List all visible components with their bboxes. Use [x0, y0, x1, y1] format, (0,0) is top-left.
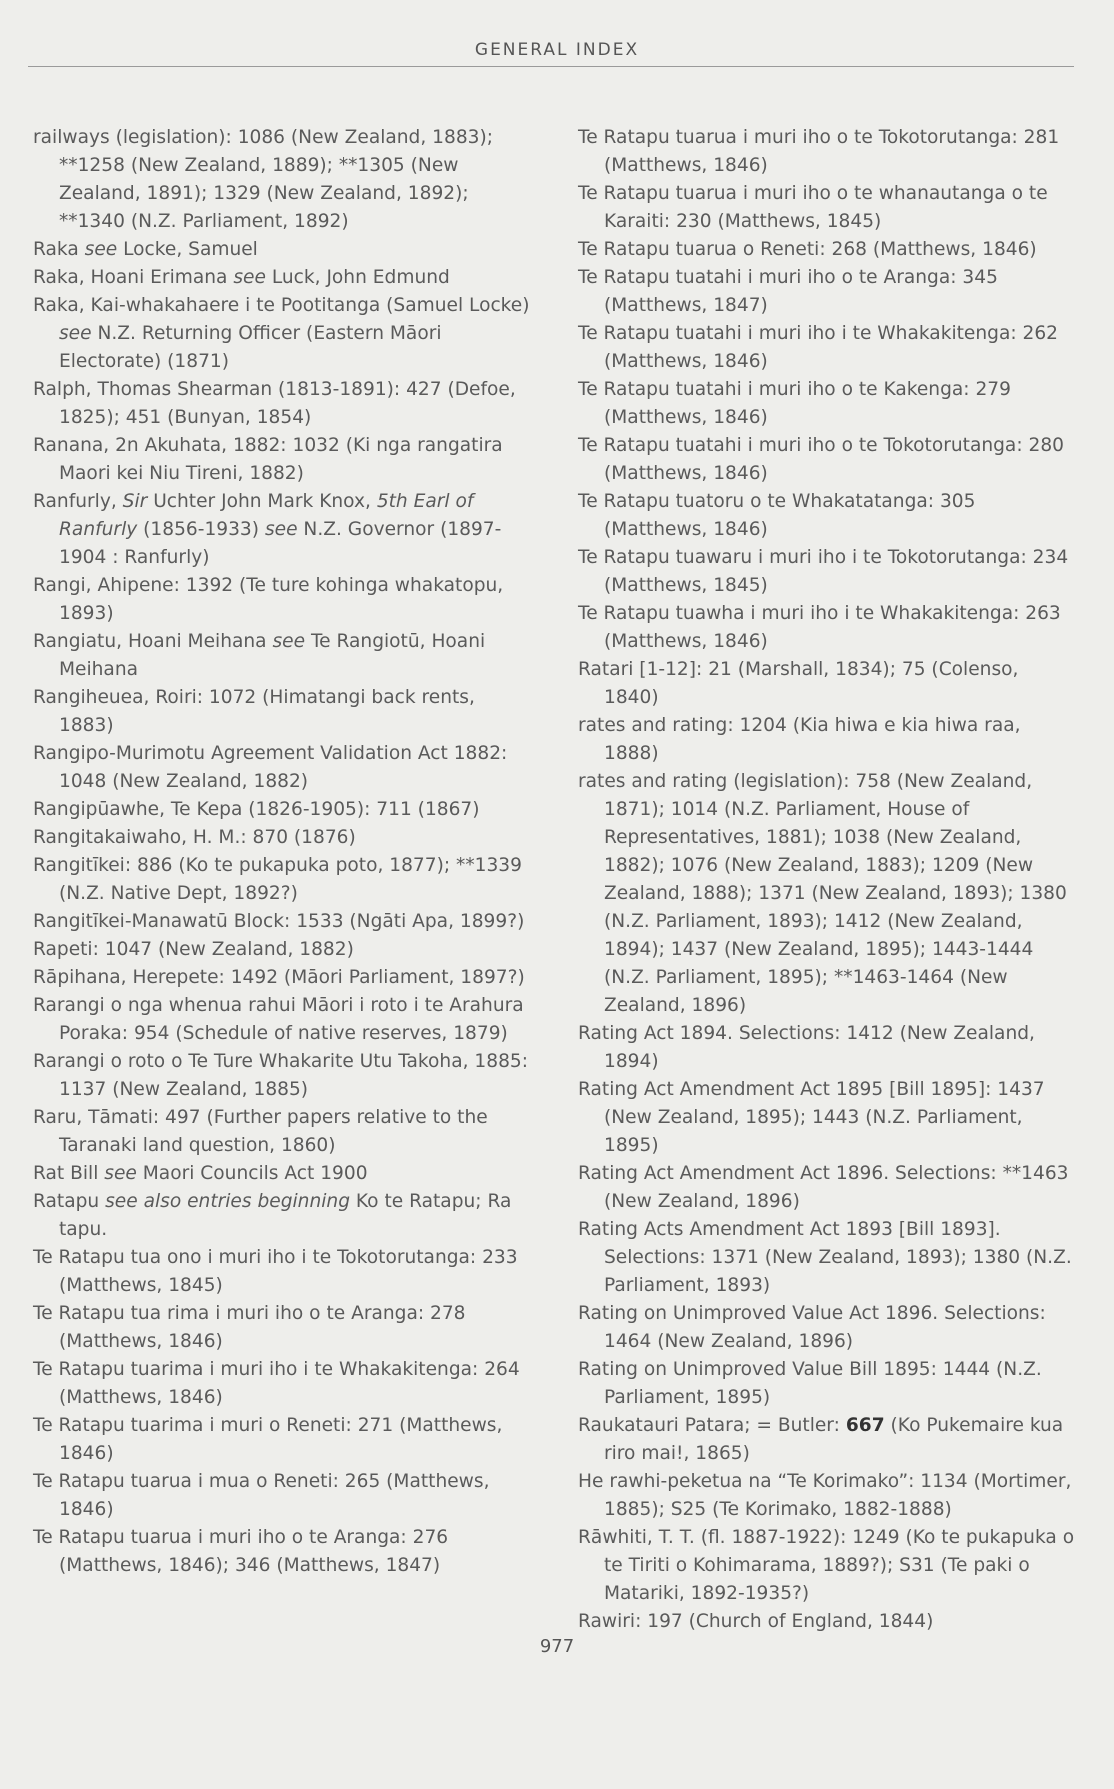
index-entry — [578, 656, 1078, 712]
running-header: GENERAL INDEX — [474, 40, 640, 60]
index-entry-text: Ratari [1-12]: 21 (Marshall, 1834); 75 (Colenso, 1840) — [578, 659, 1019, 708]
index-entry — [33, 964, 533, 992]
index-entry-text: (1856-1933) — [137, 519, 265, 540]
index-entry-text: Rating Acts Amendment Act 1893 [Bill 1893]. Selections: 1371 (New Zealand, 1893); 1380 (N.Z. Parliament, 1893) — [578, 1219, 1072, 1296]
index-entry-text: Te Ratapu tuarua i muri iho o te Aranga: 276 (Matthews, 1846); 346 (Matthews, 1847) — [33, 1527, 449, 1576]
index-entry-text: Sir — [122, 491, 148, 512]
index-entry-text: He rawhi-peketua na “Te Korimako”: 1134 (Mortimer, 1885); S25 (Te Korimako, 1882-1888) — [578, 1471, 1072, 1520]
index-entry-text: Te Ratapu tuarima i muri o Reneti: 271 (Matthews, 1846) — [33, 1415, 503, 1464]
index-entry — [33, 1300, 533, 1356]
index-entry — [578, 1524, 1078, 1608]
index-entry — [33, 628, 533, 684]
index-entry — [33, 1244, 533, 1300]
index-entry-text: Ratapu — [33, 1191, 106, 1212]
index-entry-text: Te Ratapu tua rima i muri iho o te Aranga: 278 (Matthews, 1846) — [33, 1303, 466, 1352]
right-index-column — [578, 124, 1078, 1636]
index-entry-text: Te Ratapu tuarua o Reneti: 268 (Matthews, 1846) — [578, 239, 1037, 260]
index-entry-text: Rating Act Amendment Act 1896. Selections: **1463 (New Zealand, 1896) — [578, 1163, 1069, 1212]
index-entry-text: Te Ratapu tuarima i muri iho i te Whakakitenga: 264 (Matthews, 1846) — [33, 1359, 520, 1408]
index-entry — [578, 1160, 1078, 1216]
index-entry-text: 5th Earl of Ranfurly — [59, 491, 474, 540]
index-entry-text: Raka, Hoani Erimana — [33, 267, 234, 288]
index-entry-text: Rangiheuea, Roiri: 1072 (Himatangi back rents, 1883) — [33, 687, 475, 736]
index-entry-text: 667 — [845, 1415, 885, 1436]
index-entry-text: rates and rating (legislation): 758 (New Zealand, 1871); 1014 (N.Z. Parliament, House of Representatives, 1881); 1038 (New Zealand, 1882); 1076 (New Zealand, 1883); 1209 (New Zealand, 1888); 1371 (New Zealand, 1893); 1380 (N.Z. Parliament, 1893); 1412 (New Zealand, 1894); 1437 (New Zealand, 1895); 1443-1444 (N.Z. Parliament, 1895); **1463-1464 (New Zealand, 1896) — [578, 771, 1067, 1016]
index-entry-text: Rawiri: 197 (Church of England, 1844) — [578, 1611, 934, 1632]
index-entry-text: N.Z. Returning Officer (Eastern Māori Electorate) (1871) — [59, 323, 442, 372]
index-entry-text: see also entries beginning — [105, 1191, 350, 1212]
index-entry-text: Te Ratapu tuatahi i muri iho o te Kakenga: 279 (Matthews, 1846) — [578, 379, 1011, 428]
index-entry-text: Rarangi o roto o Te Ture Whakarite Utu Takoha, 1885: 1137 (New Zealand, 1885) — [33, 1051, 529, 1100]
index-entry-text: Ranana, 2n Akuhata, 1882: 1032 (Ki nga rangatira Maori kei Niu Tireni, 1882) — [33, 435, 503, 484]
index-entry-text: Luck, John Edmund — [265, 267, 450, 288]
index-entry-text: N.Z. Governor (1897-1904 : Ranfurly) — [59, 519, 502, 568]
index-entry — [33, 824, 533, 852]
index-entry-text: Te Ratapu tua ono i muri iho i te Tokotorutanga: 233 (Matthews, 1845) — [33, 1247, 518, 1296]
index-entry-text: Locke, Samuel — [117, 239, 258, 260]
index-entry-text: Te Ratapu tuatahi i muri iho o te Aranga: 345 (Matthews, 1847) — [578, 267, 998, 316]
index-entry-text: Rating Act 1894. Selections: 1412 (New Zealand, 1894) — [578, 1023, 1035, 1072]
index-entry-text: Rangipo-Murimotu Agreement Validation Act 1882: 1048 (New Zealand, 1882) — [33, 743, 508, 792]
index-entry-text: Ralph, Thomas Shearman (1813-1891): 427 (Defoe, 1825); 451 (Bunyan, 1854) — [33, 379, 516, 428]
index-entry-text: Rangiatu, Hoani Meihana — [33, 631, 273, 652]
index-entry — [578, 768, 1078, 1020]
index-entry-text: Rāpihana, Herepete: 1492 (Māori Parliament, 1897?) — [33, 967, 525, 988]
index-entry-text: Maori Councils Act 1900 — [136, 1163, 368, 1184]
index-entry — [33, 852, 533, 908]
index-entry — [33, 1468, 533, 1524]
index-entry-text: Rangitakaiwaho, H. M.: 870 (1876) — [33, 827, 356, 848]
index-entry — [578, 488, 1078, 544]
index-entry — [33, 292, 533, 376]
index-entry-text: Te Ratapu tuawaru i muri iho i te Tokotorutanga: 234 (Matthews, 1845) — [578, 547, 1069, 596]
index-entry-text: Te Ratapu tuarua i muri iho o te Tokotorutanga: 281 (Matthews, 1846) — [578, 127, 1060, 176]
index-entry — [578, 264, 1078, 320]
left-index-column — [33, 124, 533, 1580]
index-entry-text: rates and rating: 1204 (Kia hiwa e kia hiwa raa, 1888) — [578, 715, 1021, 764]
index-entry — [33, 1524, 533, 1580]
index-entry-text: Te Ratapu tuatoru o te Whakatatanga: 305 (Matthews, 1846) — [578, 491, 976, 540]
index-entry — [33, 124, 533, 236]
index-entry-text: Rangipūawhe, Te Kepa (1826-1905): 711 (1867) — [33, 799, 480, 820]
index-entry — [33, 908, 533, 936]
index-entry-text: see — [84, 239, 118, 260]
index-entry — [578, 1356, 1078, 1412]
index-entry — [33, 432, 533, 488]
index-entry — [578, 1608, 1078, 1636]
index-entry — [578, 1412, 1078, 1468]
index-entry-text: Te Rangiotū, Hoani Meihana — [59, 631, 486, 680]
index-entry-text: Raka, Kai-whakahaere i te Pootitanga (Samuel Locke) — [33, 295, 530, 316]
index-entry-text: Rarangi o nga whenua rahui Māori i roto i te Arahura Poraka: 954 (Schedule of native reserves, 1879) — [33, 995, 524, 1044]
index-entry — [578, 180, 1078, 236]
index-entry-text: see — [272, 631, 306, 652]
index-entry — [578, 236, 1078, 264]
index-entry-text: Te Ratapu tuatahi i muri iho o te Tokotorutanga: 280 (Matthews, 1846) — [578, 435, 1064, 484]
index-entry-text: see — [233, 267, 266, 288]
index-entry-text: Te Ratapu tuawha i muri iho i te Whakakitenga: 263 (Matthews, 1846) — [578, 603, 1061, 652]
index-entry — [33, 684, 533, 740]
index-entry-text: Te Ratapu tuarua i mua o Reneti: 265 (Matthews, 1846) — [33, 1471, 490, 1520]
index-entry — [33, 1048, 533, 1104]
index-entry-text: Rāwhiti, T. T. (fl. 1887-1922): 1249 (Ko te pukapuka o te Tiriti o Kohimarama, 1889?); S31 (Te paki o Matariki, 1892-1935?) — [578, 1527, 1075, 1604]
index-entry — [33, 236, 533, 264]
header-rule — [28, 66, 1074, 67]
index-entry-text: Te Ratapu tuarua i muri iho o te whanautanga o te Karaiti: 230 (Matthews, 1845) — [578, 183, 1048, 232]
index-entry — [578, 1468, 1078, 1524]
index-entry — [33, 936, 533, 964]
index-entry-text: Rating on Unimproved Value Bill 1895: 1444 (N.Z. Parliament, 1895) — [578, 1359, 1042, 1408]
index-entry-text: Te Ratapu tuatahi i muri iho i te Whakakitenga: 262 (Matthews, 1846) — [578, 323, 1059, 372]
index-entry-text: railways (legislation): 1086 (New Zealand, 1883); **1258 (New Zealand, 1889); **1305 (New Zealand, 1891); 1329 (New Zealand, 1892); **1340 (N.Z. Parliament, 1892) — [33, 127, 494, 232]
index-entry — [578, 1076, 1078, 1160]
index-entry — [33, 1160, 533, 1188]
index-entry-text: see — [104, 1163, 137, 1184]
index-entry — [33, 796, 533, 824]
index-entry-text: Uchter John Mark Knox, — [147, 491, 377, 512]
index-entry-text: see — [264, 519, 298, 540]
index-entry-text: see — [59, 323, 92, 344]
index-entry — [33, 488, 533, 572]
index-entry-text: Raukatauri Patara; = Butler: — [578, 1415, 846, 1436]
index-entry — [578, 432, 1078, 488]
index-entry-text: Rating on Unimproved Value Act 1896. Selections: 1464 (New Zealand, 1896) — [578, 1303, 1046, 1352]
index-entry — [578, 376, 1078, 432]
index-entry — [578, 1020, 1078, 1076]
index-entry — [578, 600, 1078, 656]
index-entry-text: Rating Act Amendment Act 1895 [Bill 1895]: 1437 (New Zealand, 1895); 1443 (N.Z. Parliament, 1895) — [578, 1079, 1045, 1156]
index-entry-text: Ko te Ratapu; Ra tapu. — [59, 1191, 512, 1240]
index-entry — [33, 740, 533, 796]
index-entry — [33, 1104, 533, 1160]
index-entry — [578, 320, 1078, 376]
index-entry-text: Rat Bill — [33, 1163, 105, 1184]
index-entry — [578, 1216, 1078, 1300]
index-entry — [578, 124, 1078, 180]
index-entry-text: Ranfurly, — [33, 491, 123, 512]
index-entry — [578, 544, 1078, 600]
index-entry-text: Rangi, Ahipene: 1392 (Te ture kohinga whakatopu, 1893) — [33, 575, 504, 624]
index-entry-text: Rapeti: 1047 (New Zealand, 1882) — [33, 939, 354, 960]
index-entry-text: Raru, Tāmati: 497 (Further papers relative to the Taranaki land question, 1860) — [33, 1107, 488, 1156]
index-entry-text: Rangitīkei: 886 (Ko te pukapuka poto, 1877); **1339 (N.Z. Native Dept, 1892?) — [33, 855, 522, 904]
page-number: 977 — [539, 1636, 575, 1657]
index-entry — [578, 1300, 1078, 1356]
index-entry — [33, 376, 533, 432]
index-entry — [33, 1356, 533, 1412]
index-entry-text: (Ko Pukemaire kua riro mai!, 1865) — [604, 1415, 1064, 1464]
index-entry — [33, 1412, 533, 1468]
index-entry — [578, 712, 1078, 768]
index-entry — [33, 572, 533, 628]
index-entry — [33, 992, 533, 1048]
index-entry-text: Rangitīkei-Manawatū Block: 1533 (Ngāti Apa, 1899?) — [33, 911, 525, 932]
index-entry-text: Raka — [33, 239, 85, 260]
index-entry — [33, 264, 533, 292]
index-entry — [33, 1188, 533, 1244]
